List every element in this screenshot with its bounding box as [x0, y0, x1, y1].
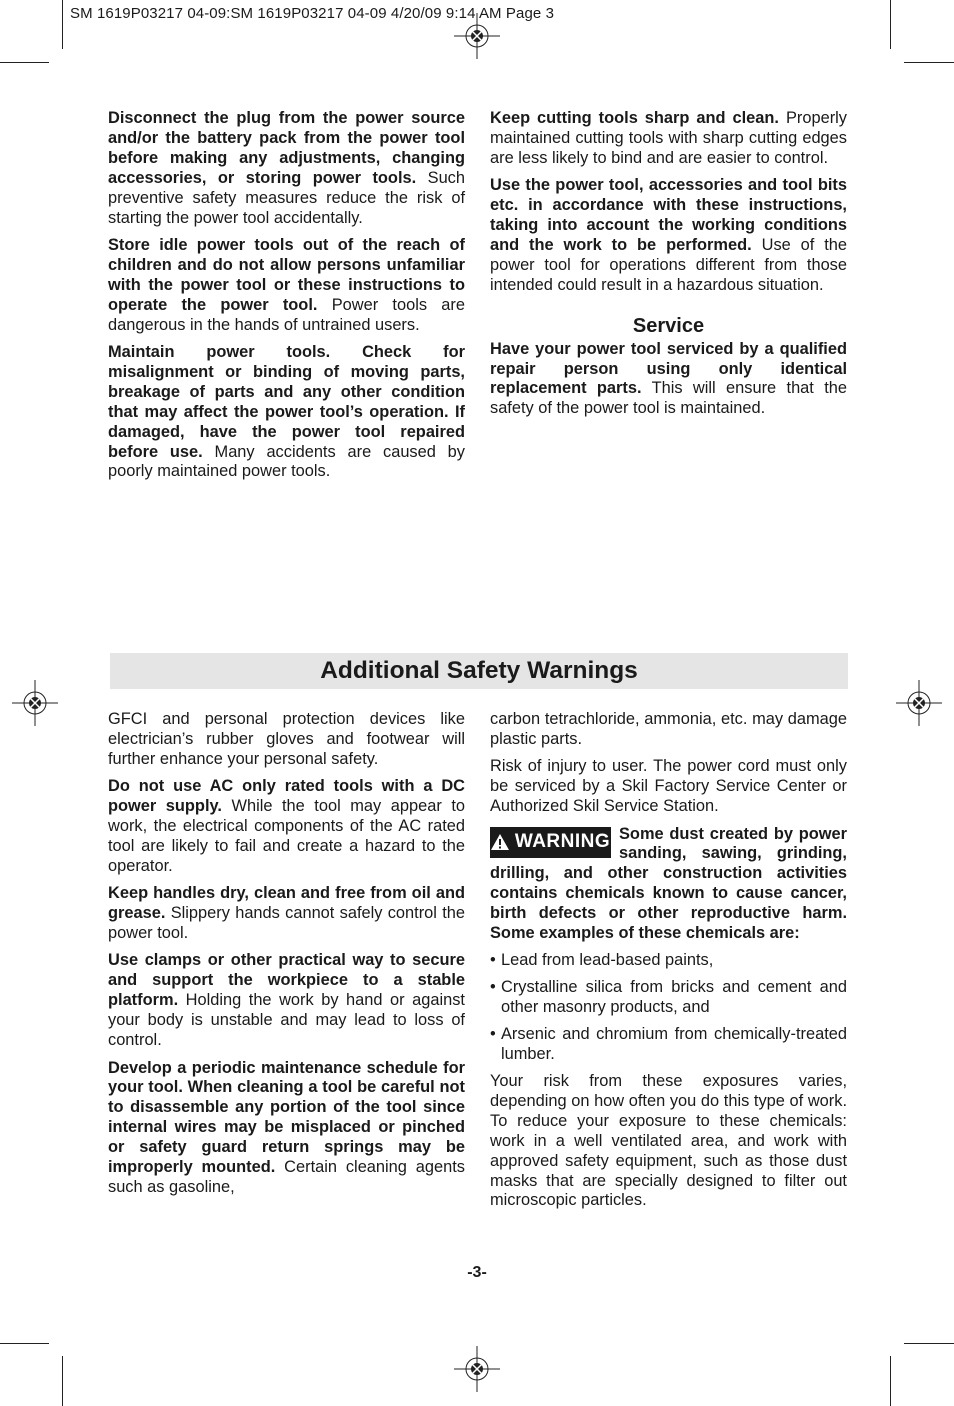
paragraph: [108, 884, 465, 944]
body-text: Power tools are dangerous in the hands of untrained users.: [108, 295, 465, 334]
paragraph: [108, 1059, 465, 1198]
bottom-left-column: [108, 710, 465, 1205]
registration-mark-right-icon: [896, 680, 942, 726]
body-text: Use of the power tool for operations different from those intended could result in a hazardous situation.: [490, 235, 848, 294]
paragraph: [108, 343, 465, 482]
bold-lead: Use clamps or other practical way to secure and support the workpiece to a stable platform.: [108, 951, 465, 1010]
bullet-text: Arsenic and chromium from chemically-treated lumber.: [501, 1025, 847, 1064]
warning-triangle-icon: [491, 834, 509, 850]
paragraph: Risk of injury to user. The power cord must only be serviced by a Skil Factory Service Center or Authorized Skil Service Station.: [490, 757, 847, 816]
crop-mark: [62, 1356, 63, 1406]
body-text: Holding the work by hand or against your body is unstable and may lead to loss of control.: [108, 991, 465, 1050]
paragraph: [108, 710, 465, 770]
list-item: [490, 951, 847, 971]
warning-block: [490, 825, 847, 952]
body-text: This will ensure that the safety of the power tool is maintained.: [490, 379, 847, 418]
top-right-column: [490, 109, 847, 427]
paragraph: carbon tetrachloride, ammonia, etc. may damage plastic parts.: [490, 710, 847, 748]
page-number: -3-: [467, 1264, 487, 1281]
paragraph: [108, 777, 465, 877]
crop-mark: [890, 0, 891, 49]
body-text: Certain cleaning agents such as gasoline,: [108, 1158, 465, 1196]
paragraph: [108, 951, 465, 1051]
bold-lead: Do not use AC only rated tools with a DC power supply.: [108, 777, 465, 816]
paragraph: [490, 340, 847, 420]
paragraph: [108, 109, 465, 228]
bullet-text: Lead from lead-based paints,: [501, 951, 714, 970]
top-left-column: [108, 109, 465, 490]
bold-lead: Keep cutting tools sharp and clean.: [490, 109, 779, 127]
crop-mark: [0, 1343, 49, 1344]
crop-mark: [904, 62, 954, 63]
service-heading: Service: [632, 314, 705, 337]
body-text: GFCI and personal protection devices like electrician’s rubber gloves and footwear will further enhance your personal safety.: [108, 710, 465, 768]
bullet-icon: •: [490, 1025, 496, 1044]
bold-lead: Have your power tool serviced by a qualified repair person using only identical replacement parts.: [490, 339, 847, 398]
body-text: Properly maintained cutting tools with sharp cutting edges are less likely to bind and are easier to control.: [490, 109, 847, 167]
bold-lead: Store idle power tools out of the reach of children and do not allow persons unfamiliar with the power tool or these instructions to operate the power tool.: [108, 235, 465, 314]
bold-lead: Some dust created by power sanding, sawing, grinding, drilling, and other construction activities contains chemicals known to cause cancer, birth defects or other reproductive harm. Some examples of these chemicals are:: [490, 824, 847, 943]
warning-badge: [490, 827, 611, 858]
body-text: Such preventive safety measures reduce the risk of starting the power tool accidentally.: [108, 168, 465, 227]
bullet-text: Crystalline silica from bricks and cement and other masonry products, and: [501, 978, 847, 1017]
crop-mark: [0, 62, 49, 63]
crop-mark: [904, 1343, 954, 1344]
registration-mark-bottom-icon: [454, 1346, 500, 1392]
bold-lead: Develop a periodic maintenance schedule for your tool. When cleaning a tool be careful not to disassemble any portion of the tool since internal wires may be misplaced or pinched or safety guard return springs may be improperly mounted.: [108, 1058, 465, 1177]
list-item: [490, 978, 847, 1018]
paragraph: [490, 176, 847, 295]
crop-mark: [62, 0, 63, 49]
paragraph: [108, 236, 465, 336]
paragraph: [490, 109, 847, 169]
bullet-icon: •: [490, 951, 496, 970]
paragraph: Your risk from these exposures varies, depending on how often you do this type of work. To reduce your exposure to these chemicals: work in a well ventilated area, and work with approved safety equipment, such as those dust masks that are specially designed to filter out microscopic particles.: [490, 1072, 847, 1210]
body-text: While the tool may appear to work, the electrical components of the AC rated tool are likely to fail and create a hazard to the operator.: [108, 797, 465, 875]
bold-lead: Use the power tool, accessories and tool bits etc. in accordance with these instructions, taking into account the working conditions and the work to be performed.: [490, 176, 847, 254]
warning-label: WARNING: [514, 831, 611, 853]
registration-mark-left-icon: [12, 680, 58, 726]
list-item: [490, 1025, 847, 1065]
registration-mark-top-icon: [454, 13, 500, 59]
bullet-icon: •: [490, 978, 496, 997]
bold-lead: Disconnect the plug from the power source and/or the battery pack from the power tool before making any adjustments, changing accessories, or storing power tools.: [108, 109, 465, 187]
bottom-right-column: [490, 710, 847, 1219]
body-text: Slippery hands cannot safely control the power tool.: [108, 904, 465, 943]
body-text: Many accidents are caused by poorly maintained power tools.: [108, 442, 465, 481]
bold-lead: Maintain power tools. Check for misalignment or binding of moving parts, breakage of parts and any other condition that may affect the power tool’s operation. If damaged, have the power tool repaired before use.: [108, 342, 465, 461]
bold-lead: Keep handles dry, clean and free from oil and grease.: [108, 884, 465, 923]
print-slug: SM 1619P03217 04-09:SM 1619P03217 04-09 4/20/09 9:14 AM Page 3: [70, 5, 555, 22]
crop-mark: [890, 1356, 891, 1406]
section-banner: Additional Safety Warnings: [110, 653, 848, 689]
